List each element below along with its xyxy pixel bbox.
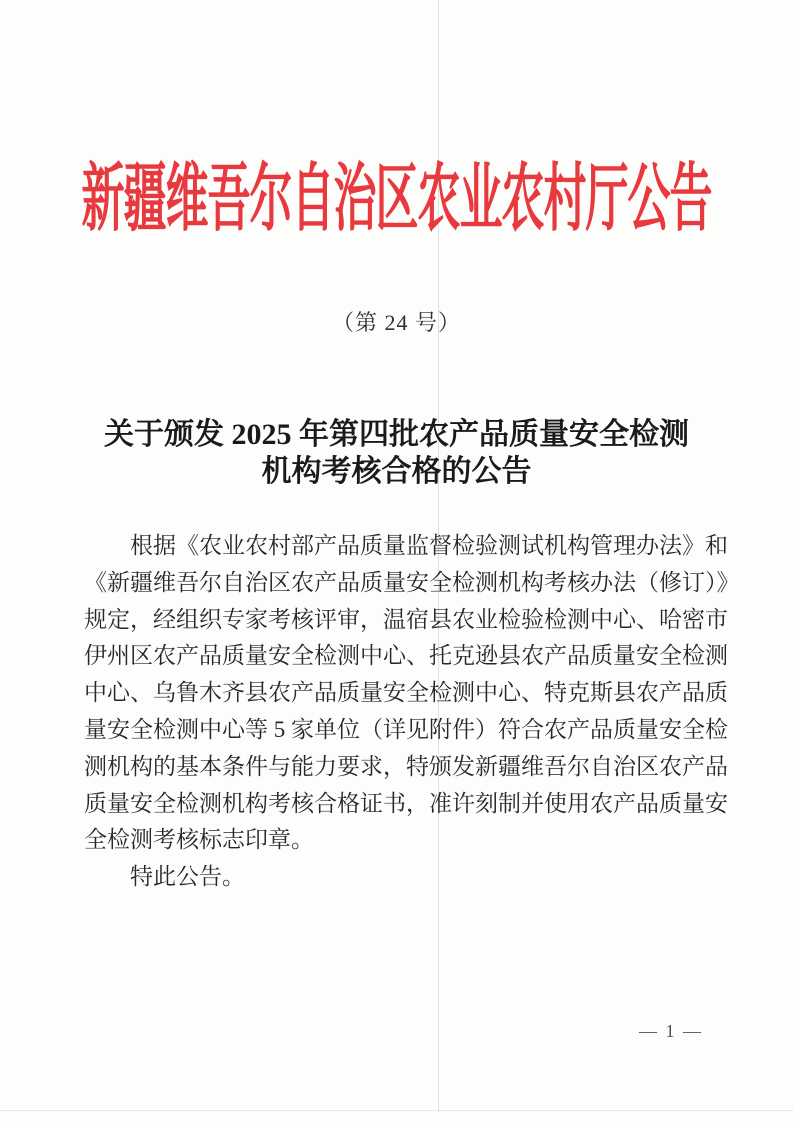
- body-line: 伊州区农产品质量安全检测中心、托克逊县农产品质量安全检测: [84, 643, 728, 669]
- issue-number: （第 24 号）: [331, 310, 461, 335]
- document-heading: [0, 416, 793, 490]
- body-line: 《新疆维吾尔自治区农产品质量安全检测机构考核办法（修订）》: [84, 569, 740, 595]
- page-number: — 1 —: [639, 1021, 703, 1041]
- body-line: 测机构的基本条件与能力要求，特颁发新疆维吾尔自治区农产品: [84, 753, 728, 779]
- body-line: 全检测考核标志印章。: [84, 827, 314, 853]
- body-line: 量安全检测中心等 5 家单位（详见附件）符合农产品质量安全检: [84, 716, 728, 742]
- document-heading-line2: 机构考核合格的公告: [261, 455, 532, 488]
- body-line: 规定，经组织专家考核评审，温宿县农业检验检测中心、哈密市: [84, 606, 728, 632]
- body-paragraph: [84, 528, 740, 896]
- scan-artifact-bottom-edge: [0, 1110, 793, 1111]
- body-line: 特此公告。: [84, 864, 245, 890]
- document-heading-line1: 关于颁发 2025 年第四批农产品质量安全检测: [104, 418, 689, 451]
- body-line: 中心、乌鲁木齐县农产品质量安全检测中心、特克斯县农产品质: [84, 680, 728, 706]
- body-line: 质量安全检测机构考核合格证书，准许刻制并使用农产品质量安: [84, 790, 728, 816]
- masthead-title: 新疆维吾尔自治区农业农村厅公告: [81, 159, 712, 241]
- body-line: 根据《农业农村部产品质量监督检验测试机构管理办法》和: [84, 533, 728, 558]
